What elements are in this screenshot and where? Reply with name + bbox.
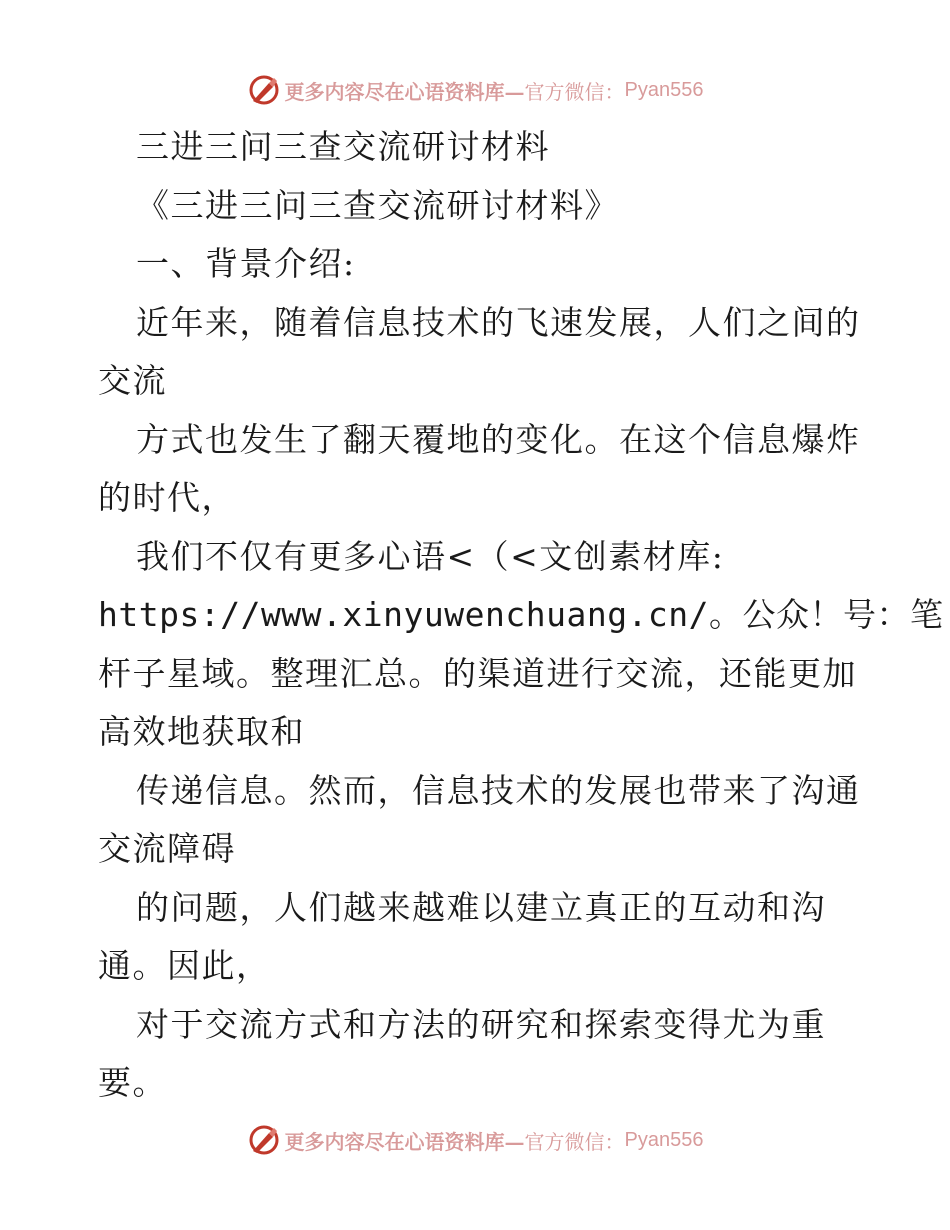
document-line: 三进三问三查交流研讨材料 bbox=[136, 127, 550, 166]
header-banner bbox=[0, 70, 950, 110]
pen-logo-icon bbox=[247, 1123, 281, 1157]
document-line: 我们不仅有更多心语<（<文创素材库: bbox=[136, 536, 725, 576]
document-line: 《三进三问三查交流研讨材料》 bbox=[136, 185, 619, 225]
pen-logo-icon bbox=[247, 73, 281, 107]
document-line: 传递信息。然而，信息技术的发展也带来了沟通 bbox=[136, 770, 861, 810]
banner-wechat-id: Pyan556 bbox=[624, 78, 704, 101]
document-line: 通。因此， bbox=[98, 946, 271, 985]
banner-text: 更多内容尽在心语资料库— bbox=[284, 1129, 525, 1154]
document-line: 杆子星域。整理汇总。的渠道进行交流，还能更加 bbox=[98, 653, 857, 693]
banner-wechat-label: 官方微信： bbox=[524, 79, 625, 104]
document-line: 近年来，随着信息技术的飞速发展，人们之间的 bbox=[136, 302, 861, 342]
document-line: 一、背景介绍: bbox=[136, 244, 356, 283]
banner-wechat-id: Pyan556 bbox=[624, 1128, 704, 1151]
document-line: 方式也发生了翻天覆地的变化。在这个信息爆炸 bbox=[136, 419, 861, 459]
document-line: https://www.xinyuwenchuang.cn/。公众！号：笔 bbox=[98, 595, 944, 634]
banner-wechat-label: 官方微信： bbox=[524, 1129, 625, 1154]
banner-text: 更多内容尽在心语资料库— bbox=[284, 79, 525, 104]
document-line: 的问题，人们越来越难以建立真正的互动和沟 bbox=[136, 887, 826, 927]
footer-banner bbox=[0, 1120, 950, 1160]
document-line: 要。 bbox=[98, 1063, 167, 1102]
document-body bbox=[98, 118, 944, 1113]
document-line: 高效地获取和 bbox=[98, 712, 305, 751]
document-line: 交流 bbox=[98, 361, 167, 400]
document-line: 交流障碍 bbox=[98, 829, 236, 868]
document-line: 的时代， bbox=[98, 478, 236, 517]
document-line: 对于交流方式和方法的研究和探索变得尤为重 bbox=[136, 1004, 826, 1044]
